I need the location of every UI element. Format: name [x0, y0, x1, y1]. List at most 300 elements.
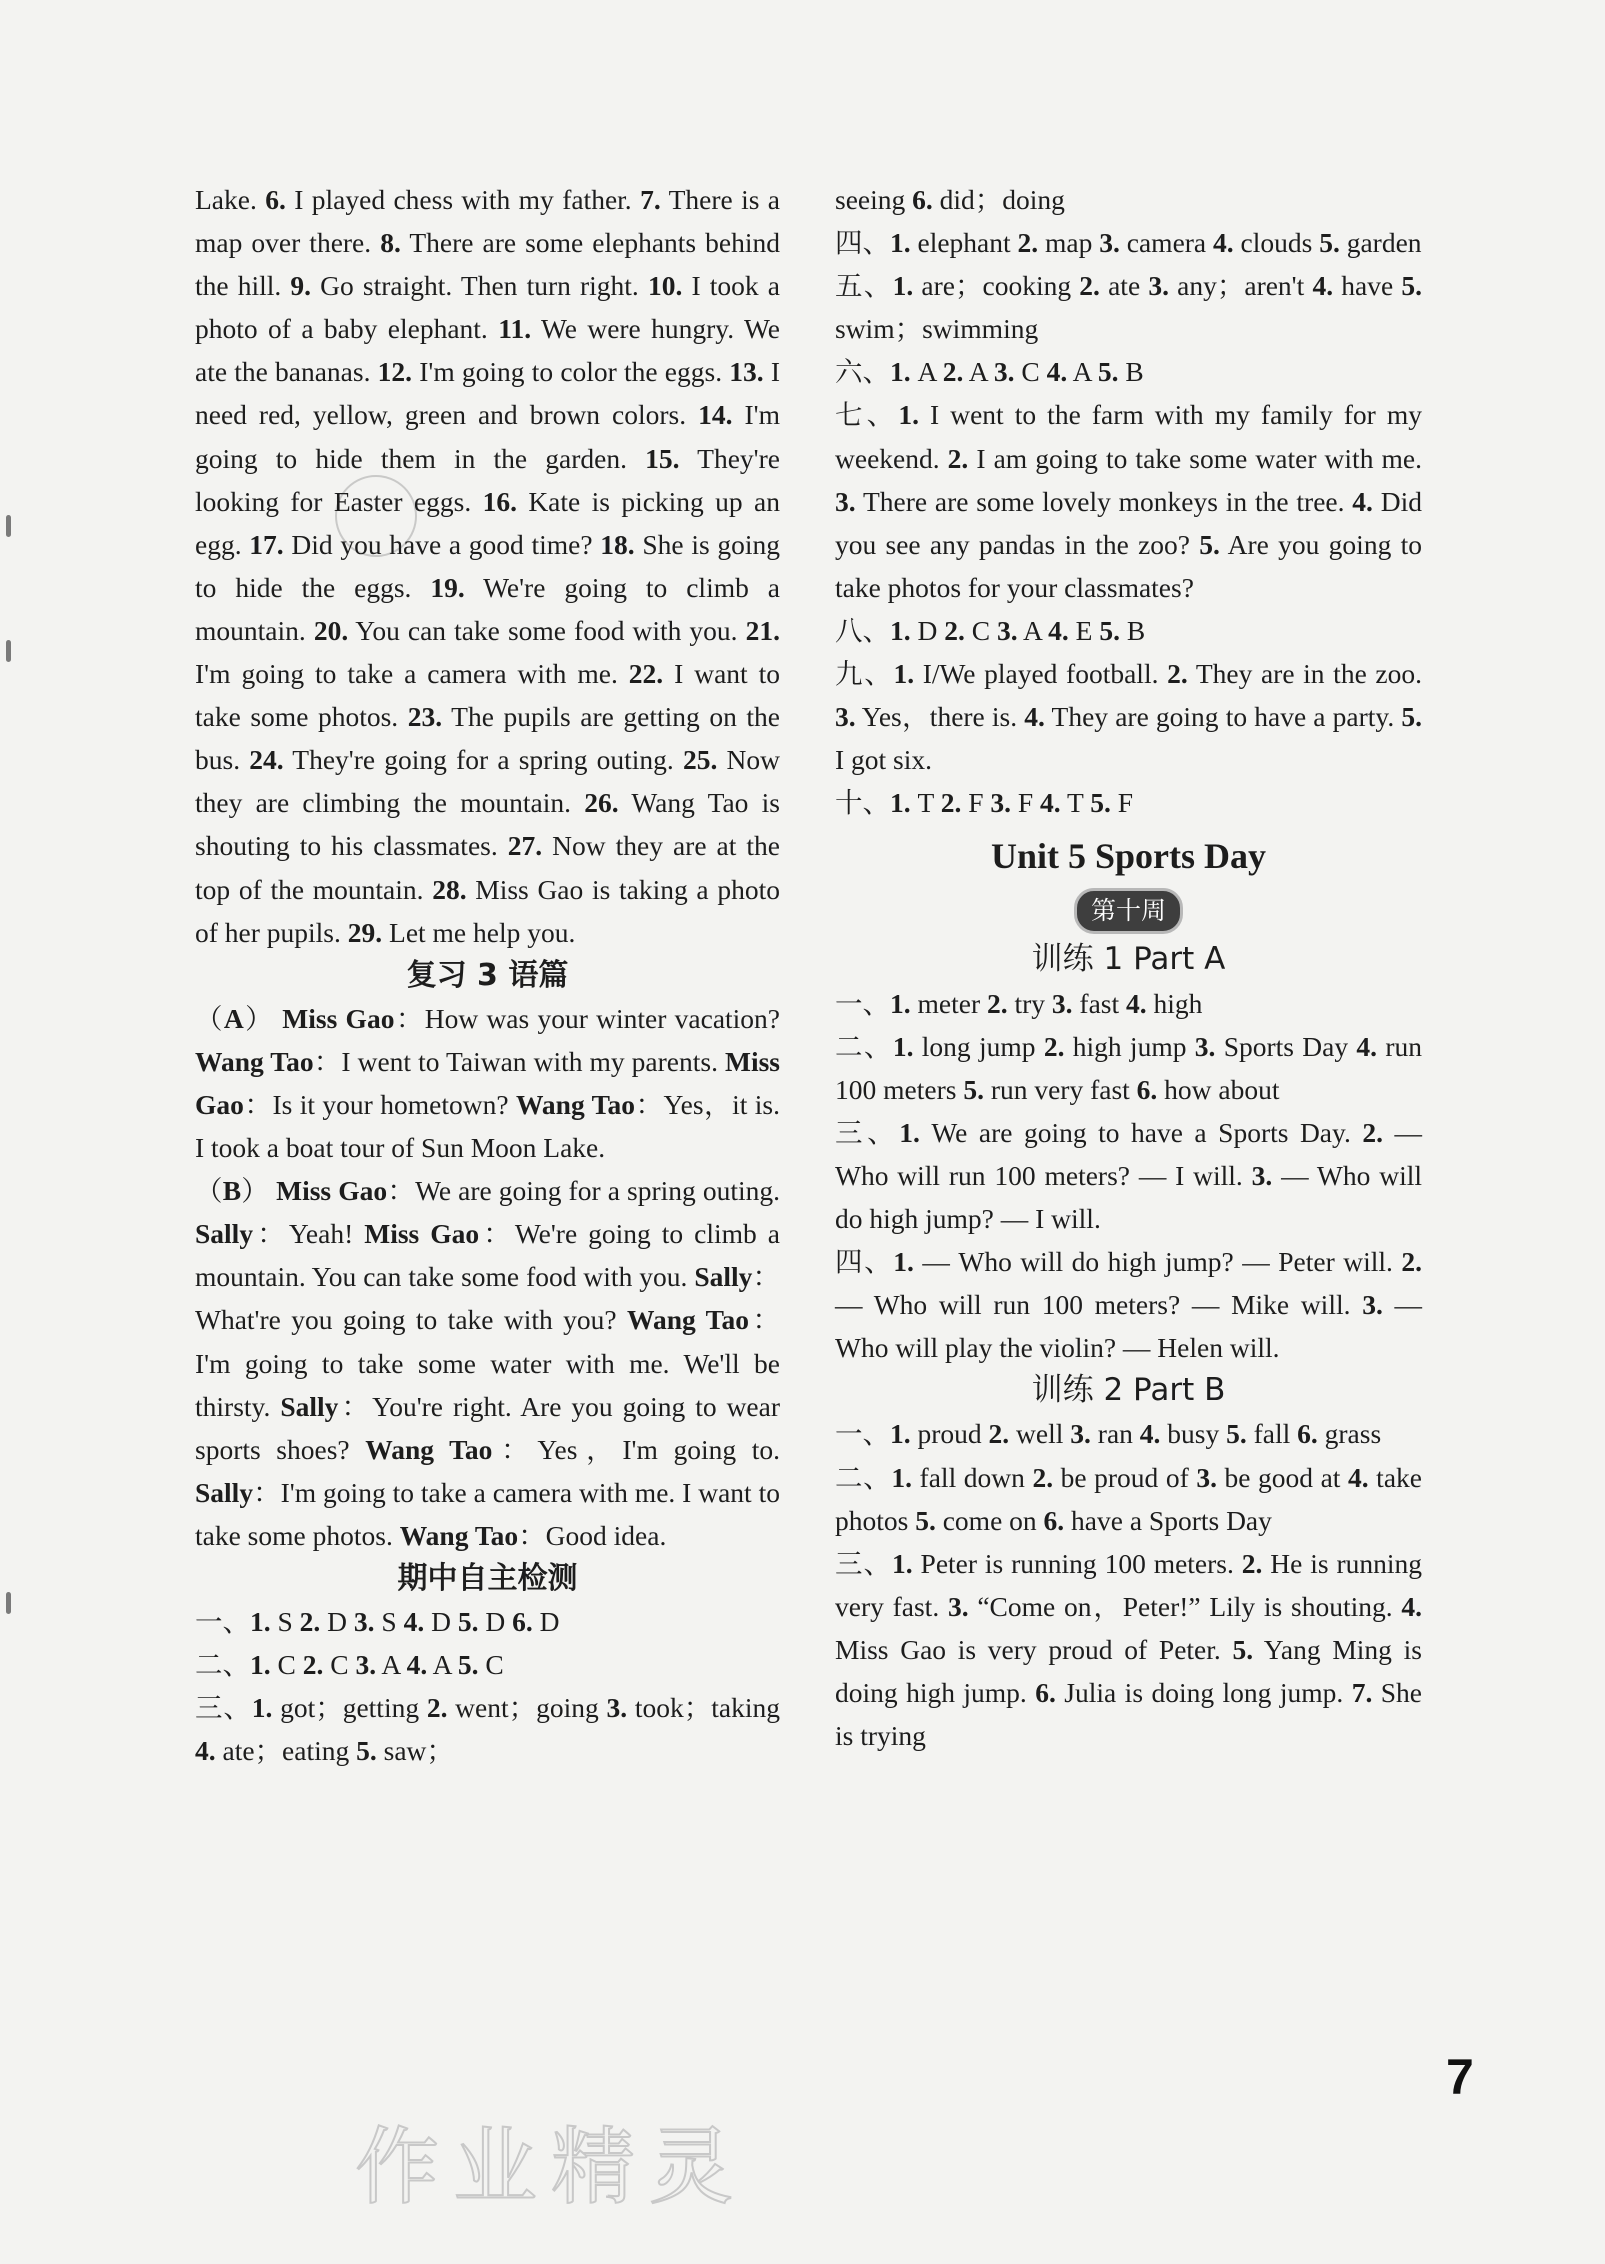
page-number: 7 [1446, 2049, 1474, 2105]
answer-text: T [1060, 787, 1091, 819]
item-number: 5. [1232, 1633, 1254, 1665]
answer-text: run very fast [983, 1073, 1137, 1105]
item-number: 13. [729, 356, 764, 388]
answer-text: She is trying [835, 1677, 1423, 1752]
item-number: 7. [1351, 1677, 1373, 1708]
answer-text: I went to the farm with my family for my weekend. [835, 399, 1422, 474]
item-number: 4. [403, 1606, 425, 1638]
answer-text: I'm going to color the eggs. [412, 356, 730, 388]
answer-paragraph [835, 350, 1422, 393]
answer-text: C [1014, 356, 1047, 388]
answer-text: A [427, 1649, 458, 1681]
item-number: 23. [407, 701, 443, 733]
answer-paragraph [195, 178, 780, 954]
answer-text: 七、 [835, 399, 899, 431]
answer-text: fall [1246, 1418, 1298, 1450]
item-number: 1. [898, 399, 919, 431]
item-number: 3. [1362, 1289, 1383, 1321]
item-number: 4. [1040, 787, 1061, 819]
item-number: 1. [250, 1606, 271, 1638]
item-number: 4. [1213, 227, 1234, 259]
item-number: 28. [432, 873, 467, 905]
answer-paragraph [195, 1643, 780, 1686]
item-number: 19. [430, 571, 465, 603]
answer-text: ：Yes，I'm going to. [492, 1433, 780, 1465]
item-number: 2. [299, 1606, 321, 1638]
answer-text: Yes，there is. [855, 701, 1025, 733]
answer-text: There are some elephants behind the hill. [195, 227, 781, 302]
answer-text: She is going to hide the eggs. [195, 528, 781, 603]
answer-text: We're going to climb a mountain. [195, 571, 780, 646]
item-number: 4. [1046, 356, 1068, 388]
item-number: 5. [457, 1649, 479, 1681]
answer-text: D [910, 614, 945, 646]
answer-text: S [270, 1606, 300, 1638]
item-number: 2. [1017, 227, 1039, 259]
answer-text: We were hungry. We ate the bananas. [195, 313, 781, 388]
answer-text: A [376, 1649, 407, 1681]
answer-paragraph [835, 393, 1422, 608]
answer-text: ：What're you going to take with you? [195, 1261, 780, 1336]
item-number: 2. [1079, 270, 1100, 302]
answer-text: Miss Gao is very proud of Peter. [835, 1633, 1233, 1665]
item-number: 9. [290, 270, 312, 302]
answer-text: — Who will do high jump? — I will. [835, 1159, 1422, 1234]
item-number: Miss Gao [195, 1045, 780, 1120]
item-number: 2. [1032, 1461, 1054, 1493]
answer-text: meter [910, 987, 987, 1019]
answer-text: 三、 [835, 1547, 893, 1579]
answer-text: 二、 [835, 1461, 892, 1493]
item-number: 5. [1090, 787, 1111, 819]
answer-paragraph [835, 1111, 1422, 1240]
answer-text: ） [243, 1002, 283, 1034]
answer-text: Kate is picking up an egg. [195, 485, 780, 560]
answer-text: 一、 [195, 1606, 250, 1638]
answer-text: fall down [912, 1461, 1033, 1493]
answer-text: Go straight. Then turn right. [311, 270, 648, 302]
answer-text: grass [1317, 1418, 1382, 1450]
item-number: 6. [265, 184, 286, 215]
answer-text: Now they are at the top of the mountain. [195, 830, 780, 905]
section-subheading: 训练 1 Part A [1031, 941, 1226, 978]
answer-text: took；taking [627, 1692, 780, 1724]
answer-text: I played chess with my father. [285, 184, 641, 215]
answer-text: 十、 [835, 787, 890, 819]
answer-text: ：We are going for a spring outing. [387, 1175, 781, 1207]
item-number: 1. [892, 1547, 913, 1579]
item-number: 14. [698, 399, 733, 431]
item-number: 5. [1401, 270, 1422, 302]
item-number: 3. [996, 614, 1018, 646]
answer-text: ate [1099, 270, 1149, 302]
item-number: Wang Tao [195, 1045, 314, 1077]
item-number: 1. [891, 1461, 912, 1493]
item-number: 2. [986, 987, 1008, 1019]
item-number: 2. [1362, 1116, 1383, 1148]
binding-mark [6, 1592, 11, 1614]
item-number: 1. [890, 987, 911, 1019]
item-number: 4. [1348, 1461, 1369, 1493]
answer-text: ：Good idea. [518, 1519, 667, 1551]
answer-text: I am going to take some water with me. [968, 442, 1422, 474]
item-number: 4. [406, 1649, 428, 1681]
answer-text: （ [195, 1175, 223, 1207]
answer-text: There is a map over there. [195, 184, 781, 259]
answer-text: He is running very fast. [835, 1547, 1422, 1622]
item-number: Sally [694, 1261, 753, 1293]
item-number: 3. [993, 356, 1015, 388]
answer-text: I took a photo of a baby elephant. [195, 270, 780, 345]
answer-text: ran [1090, 1418, 1140, 1450]
answer-text: got；getting [272, 1692, 427, 1724]
answer-text: A [910, 356, 943, 388]
item-number: 1. [890, 614, 911, 646]
answer-text: The pupils are getting on the bus. [195, 701, 780, 776]
item-number: 5. [457, 1606, 479, 1638]
item-number: 8. [380, 227, 401, 259]
answer-text: D [478, 1606, 513, 1638]
answer-text: fast [1072, 987, 1127, 1019]
item-number: 6. [1297, 1418, 1318, 1450]
answer-text: They're going for a spring outing. [283, 744, 683, 776]
answer-text: map [1038, 227, 1100, 259]
item-number: 4. [1126, 987, 1147, 1019]
item-number: 3. [606, 1692, 628, 1724]
answer-paragraph [835, 1456, 1422, 1542]
answer-text: 九、 [835, 658, 894, 690]
item-number: A [223, 1002, 244, 1034]
answer-text: saw； [376, 1735, 454, 1767]
answer-text: ：I'm going to take a camera with me. I want to take some photos. [195, 1476, 780, 1551]
answer-text: They are in the zoo. [1187, 658, 1422, 690]
watermark-text: 作业精灵 [355, 2118, 748, 2216]
answer-text: ：Yeah! [253, 1218, 365, 1250]
answer-text: （ [195, 1002, 224, 1034]
answer-text: ate；eating [215, 1735, 357, 1767]
answer-paragraph [195, 1686, 780, 1772]
item-number: 3. [1251, 1159, 1273, 1191]
answer-text: are；cooking [913, 270, 1080, 302]
item-number: 4. [1048, 614, 1069, 646]
answer-text: Lake. [195, 184, 266, 215]
answer-paragraph [835, 1412, 1422, 1455]
answer-text: Miss Gao is taking a photo of her pupils. [195, 873, 780, 948]
item-number: 2. [1241, 1547, 1263, 1579]
answer-text: There are some lovely monkeys in the tree. [855, 485, 1353, 517]
answer-paragraph [835, 1240, 1422, 1369]
answer-text: Are you going to take photos for your classmates? [835, 528, 1422, 603]
answer-text: ：Is it your hometown? [243, 1088, 516, 1120]
answer-text: Did you have a good time? [283, 528, 601, 560]
item-number: Wang Tao [399, 1519, 519, 1551]
answer-text: — Who will play the violin? — Helen will. [835, 1289, 1423, 1364]
answer-text: They are going to have a party. [1044, 701, 1402, 733]
answer-paragraph [195, 1169, 780, 1557]
answer-text: have [1333, 270, 1402, 302]
left-answer-column [195, 178, 780, 1772]
item-number: 10. [647, 270, 683, 302]
item-number: 4. [195, 1735, 216, 1767]
answer-text: Julia is doing long jump. [1055, 1677, 1352, 1708]
answer-paragraph [835, 781, 1422, 824]
answer-text: ：I'm going to take some water with me. We'll be thirsty. [195, 1304, 780, 1422]
item-number: 3. [1196, 1461, 1217, 1493]
answer-text: camera [1119, 227, 1214, 259]
answer-text: F [1010, 787, 1041, 819]
item-number: Miss Gao [282, 1002, 395, 1034]
item-number: 3. [355, 1649, 377, 1681]
item-number: 4. [1139, 1418, 1161, 1450]
item-number: 2. [947, 442, 969, 474]
item-number: 4. [1024, 701, 1045, 733]
answer-text: garden [1339, 227, 1422, 259]
item-number: 26. [584, 787, 619, 819]
item-number: 3. [947, 1590, 969, 1622]
item-number: 1. [251, 1692, 273, 1724]
item-number: 1. [890, 787, 911, 819]
answer-text: I need red, yellow, green and brown colors. [195, 356, 780, 431]
answer-text: Wang Tao is shouting to his classmates. [195, 787, 780, 862]
answer-text: seeing [835, 184, 913, 215]
answer-text: A [1017, 614, 1049, 646]
answer-text: ） [241, 1175, 277, 1207]
item-number: 2. [942, 356, 964, 388]
item-number: Wang Tao [515, 1088, 635, 1120]
item-number: 4. [1401, 1590, 1422, 1622]
answer-text: F [961, 787, 991, 819]
answer-text: D [424, 1606, 458, 1638]
item-number: 29. [347, 916, 383, 948]
answer-paragraph [835, 652, 1422, 781]
item-number: Miss Gao [364, 1218, 480, 1250]
item-number: Miss Gao [276, 1175, 388, 1207]
answer-text: I/We played football. [914, 658, 1168, 690]
item-number: 22. [628, 658, 664, 690]
answer-text: — Who will run 100 meters? — Mike will. [835, 1289, 1363, 1321]
item-number: 6. [1043, 1504, 1065, 1536]
item-number: 3. [835, 701, 856, 733]
answer-text: I got six. [835, 744, 933, 776]
answer-text: I'm going to take a camera with me. [195, 658, 629, 690]
section-subheading: 训练 2 Part B [1031, 1372, 1226, 1409]
item-number: 3. [1070, 1418, 1091, 1450]
answer-text: long jump [913, 1030, 1044, 1062]
answer-text: any；aren't [1168, 270, 1313, 302]
answer-text: ：How was your winter vacation? [394, 1002, 781, 1034]
item-number: 3. [835, 485, 856, 517]
binding-mark [6, 515, 11, 537]
item-number: 3. [353, 1606, 375, 1638]
item-number: 6. [512, 1606, 533, 1638]
answer-text: take photos [835, 1461, 1422, 1536]
item-number: 3. [1194, 1030, 1216, 1062]
answer-text: Yang Ming is doing high jump. [835, 1633, 1422, 1708]
answer-paragraph [835, 221, 1422, 264]
answer-text: 一、 [835, 1418, 890, 1450]
item-number: 2. [944, 614, 965, 646]
item-number: 15. [645, 442, 680, 474]
item-number: 1. [892, 270, 914, 302]
answer-text: went；going [447, 1692, 607, 1724]
answer-text: run 100 meters [835, 1030, 1422, 1105]
answer-text: be good at [1216, 1461, 1348, 1493]
item-number: 2. [426, 1692, 448, 1724]
answer-text: They're looking for Easter eggs. [195, 442, 780, 517]
item-number: 4. [1312, 270, 1334, 302]
answer-text: ：We're going to climb a mountain. You can take some food with you. [195, 1218, 780, 1293]
answer-text: A [1067, 356, 1098, 388]
item-number: 27. [507, 830, 543, 862]
answer-text: ：I went to Taiwan with my parents. [313, 1045, 725, 1077]
item-number: 2. [1167, 658, 1188, 690]
answer-text: 三、 [835, 1116, 900, 1148]
answer-text: — Who will do high jump? — Peter will. [913, 1246, 1402, 1278]
answer-text: 八、 [835, 614, 890, 646]
answer-text: 一、 [835, 987, 890, 1019]
answer-paragraph [195, 1600, 780, 1643]
item-number: 5. [1401, 701, 1423, 733]
item-number: Sally [195, 1476, 254, 1508]
answer-text: 二、 [835, 1030, 893, 1062]
answer-text: E [1068, 614, 1100, 646]
item-number: 24. [249, 744, 284, 776]
answer-paragraph [195, 997, 780, 1169]
item-number: 4. [1356, 1030, 1378, 1062]
answer-text: B [1119, 614, 1146, 646]
answer-text: high jump [1064, 1030, 1195, 1062]
item-number: 6. [1136, 1073, 1158, 1105]
answer-text: ：Yes，it is. I took a boat tour of Sun Moon Lake. [195, 1088, 780, 1164]
item-number: 1. [892, 1030, 914, 1062]
answer-text: D [320, 1606, 354, 1638]
item-number: 18. [600, 528, 635, 560]
item-number: 2. [1043, 1030, 1065, 1062]
item-number: 1. [890, 227, 911, 259]
item-number: 1. [899, 1116, 920, 1148]
item-number: 20. [313, 614, 349, 646]
answer-paragraph [835, 982, 1422, 1025]
answer-text: You can take some food with you. [348, 614, 746, 646]
unit-title: Unit 5 Sports Day [990, 836, 1267, 877]
answer-text: D [532, 1606, 560, 1638]
answer-text: 二、 [195, 1649, 250, 1681]
answer-text: C [270, 1649, 303, 1681]
answer-text: try [1007, 987, 1052, 1019]
answer-text: C [964, 614, 997, 646]
answer-text: Sports Day [1215, 1030, 1357, 1062]
answer-text: high [1146, 987, 1203, 1019]
item-number: 16. [482, 485, 517, 517]
item-number: 3. [1051, 987, 1073, 1019]
item-number: Wang Tao [365, 1433, 493, 1465]
answer-text: 三、 [195, 1692, 252, 1724]
item-number: 3. [1099, 227, 1120, 259]
answer-text: 六、 [835, 356, 890, 388]
answer-text: did；doing [932, 184, 1065, 215]
answer-paragraph [835, 1542, 1422, 1757]
item-number: 5. [963, 1073, 984, 1105]
answer-text: 五、 [835, 270, 893, 302]
answer-text: Let me help you. [382, 916, 576, 948]
answer-text: I'm going to hide them in the garden. [195, 399, 780, 474]
item-number: 1. [890, 1418, 911, 1450]
answer-text: C [478, 1649, 504, 1681]
item-number: 1. [250, 1649, 271, 1681]
item-number: 25. [682, 744, 718, 776]
answer-text: F [1110, 787, 1134, 819]
item-number: 2. [302, 1649, 324, 1681]
answer-paragraph [835, 264, 1422, 350]
answer-text: clouds [1233, 227, 1320, 259]
answer-text: I want to take some photos. [195, 658, 780, 733]
item-number: 5. [1199, 528, 1220, 560]
item-number: Wang Tao [627, 1304, 749, 1336]
item-number: 6. [1035, 1677, 1056, 1708]
item-number: 12. [377, 356, 413, 388]
item-number: 1. [893, 658, 915, 690]
answer-text: B [1118, 356, 1144, 388]
item-number: B [222, 1175, 242, 1207]
answer-text: A [963, 356, 994, 388]
item-number: 4. [1352, 485, 1373, 517]
answer-text: how about [1157, 1073, 1280, 1105]
answer-text: Now they are climbing the mountain. [195, 744, 780, 819]
item-number: 3. [990, 787, 1011, 819]
item-number: 21. [745, 614, 780, 646]
answer-text: C [323, 1649, 356, 1681]
answer-text: have a Sports Day [1064, 1504, 1272, 1536]
item-number: 5. [1099, 614, 1120, 646]
answer-text: ：You're right. Are you going to wear sports shoes? [195, 1390, 781, 1465]
right-answer-column [835, 178, 1422, 1757]
item-number: 5. [356, 1735, 377, 1767]
answer-paragraph [835, 1025, 1422, 1111]
item-number: 5. [915, 1504, 936, 1536]
answer-paragraph [835, 178, 1422, 221]
item-number: 5. [1226, 1418, 1247, 1450]
answer-text: 四、 [835, 1246, 894, 1278]
item-number: 2. [988, 1418, 1010, 1450]
answer-text: Peter is running 100 meters. [912, 1547, 1242, 1579]
item-number: 11. [498, 313, 532, 345]
binding-mark [6, 640, 11, 662]
answer-text: — Who will run 100 meters? — I will. [835, 1116, 1423, 1191]
answer-text: S [374, 1606, 404, 1638]
answer-text: well [1009, 1418, 1071, 1450]
week-badge-label: 第十周 [1074, 888, 1183, 934]
answer-text: 四、 [835, 227, 890, 259]
item-number: Sally [280, 1390, 339, 1422]
answer-paragraph [835, 609, 1422, 652]
answer-text: come on [935, 1504, 1044, 1536]
item-number: Sally [195, 1218, 254, 1250]
item-number: 3. [1148, 270, 1169, 302]
answer-text: Did you see any pandas in the zoo? [835, 485, 1422, 560]
answer-text: T [910, 787, 941, 819]
answer-text: proud [910, 1418, 989, 1450]
item-number: 5. [1097, 356, 1119, 388]
item-number: 6. [912, 184, 933, 215]
section-heading: 复习 3 语篇 [406, 957, 569, 993]
answer-text: swim；swimming [835, 313, 1039, 345]
item-number: 2. [1401, 1246, 1422, 1278]
answer-text: We are going to have a Sports Day. [919, 1116, 1363, 1148]
answer-text: be proud of [1053, 1461, 1197, 1493]
item-number: 17. [249, 528, 284, 560]
item-number: 2. [940, 787, 962, 819]
item-number: 5. [1319, 227, 1340, 259]
